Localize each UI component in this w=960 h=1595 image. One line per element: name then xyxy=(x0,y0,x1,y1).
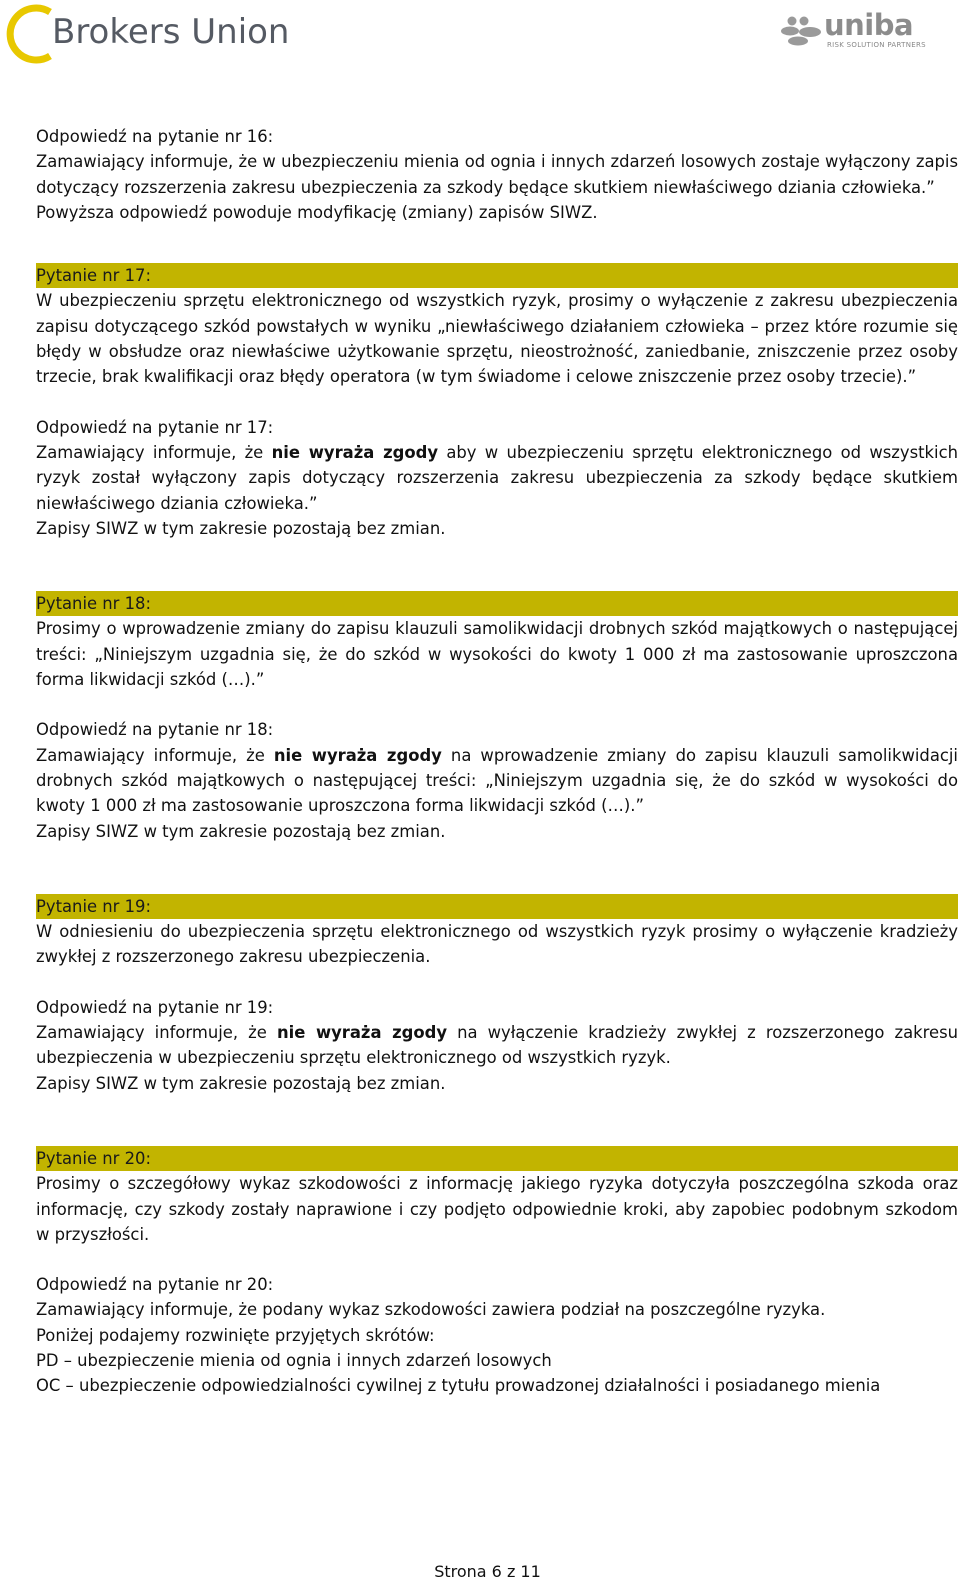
question-19-text: W odniesieniu do ubezpieczenia sprzętu elektronicznego od wszystkich ryzyk prosimy o wyłączenie kradzieży zwykłej z rozszerzonego zakresu ubezpieczenia. xyxy=(36,922,958,967)
uniba-dots-icon xyxy=(780,16,824,46)
question-18-text: Prosimy o wprowadzenie zmiany do zapisu klauzuli samolikwidacji drobnych szkód majątkowych o następującej treści: „Niniejszym uzgadnia się, że do szkód w wysokości do kwoty 1 000 zł ma zastosowanie uproszczona forma likwidacji szkód (…).” xyxy=(36,619,958,690)
answer-18-bold: nie wyraża zgody xyxy=(273,745,442,765)
answer-19-label: Odpowiedź na pytanie nr 19: xyxy=(36,997,274,1017)
answer-16-label: Odpowiedź na pytanie nr 16: xyxy=(36,127,274,146)
answer-17-label: Odpowiedź na pytanie nr 17: xyxy=(36,417,274,437)
question-17-text: W ubezpieczeniu sprzętu elektronicznego od wszystkich ryzyk, prosimy o wyłączenie z zakresu ubezpieczenia zapisu dotyczącego szkód powstałych w wyniku „niewłaściwego działaniem człowieka – przez które rozumie się błędy w obsłudze oraz niewłaściwe użytkowanie sprzętu, nieostrożność, zaniedbanie, zniszczenie przez osoby trzecie, brak kwalifikacji oraz błędy operatora (w tym świadome i celowe zniszczenie przez osoby trzecie).” xyxy=(36,291,958,387)
brokers-union-ring-icon xyxy=(6,4,58,64)
uniba-logo xyxy=(780,8,950,52)
question-20-label: Pytanie nr 20: xyxy=(36,1146,958,1171)
document-body xyxy=(36,124,958,1399)
uniba-logo-text: uniba xyxy=(824,8,914,42)
brokers-union-logo-text: Brokers Union xyxy=(52,12,290,52)
answer-18-text: Zamawiający informuje, że nie wyraża zgody na wprowadzenie zmiany do zapisu klauzuli samolikwidacji drobnych szkód majątkowych o następującej treści: „Niniejszym uzgadnia się, że do szkód w wysokości do kwoty 1 000 zł ma zastosowanie uproszczona forma likwidacji szkód (…).” xyxy=(36,745,958,816)
question-17-label: Pytanie nr 17: xyxy=(36,263,958,288)
answer-20-line-4: OC – ubezpieczenie odpowiedzialności cywilnej z tytułu prowadzonej działalności i posiadanego mienia xyxy=(36,1376,881,1396)
answer-19-text: Zamawiający informuje, że nie wyraża zgody na wyłączenie kradzieży zwykłej z rozszerzonego zakresu ubezpieczenia w ubezpieczeniu sprzętu elektronicznego od wszystkich ryzyk. xyxy=(36,1023,958,1068)
question-20-text: Prosimy o szczegółowy wykaz szkodowości z informację jakiego ryzyka dotyczyła poszczególna szkoda oraz informację, czy szkody zostały naprawione i czy podjęto odpowiednie kroki, aby zapobiec podobnym szkodom w przyszłości. xyxy=(36,1174,958,1244)
answer-20-line-3: PD – ubezpieczenie mienia od ognia i innych zdarzeń losowych xyxy=(36,1350,552,1370)
answer-19-note: Zapisy SIWZ w tym zakresie pozostają bez zmian. xyxy=(36,1073,446,1093)
question-18-label: Pytanie nr 18: xyxy=(36,591,958,616)
answer-20-line-2: Poniżej podajemy rozwinięte przyjętych skrótów: xyxy=(36,1325,435,1345)
answer-16-note: Powyższa odpowiedź powoduje modyfikację (zmiany) zapisów SIWZ. xyxy=(36,202,598,222)
answer-20-label: Odpowiedź na pytanie nr 20: xyxy=(36,1275,274,1295)
page-number: Strona 6 z 11 xyxy=(434,1562,541,1581)
answer-17-bold: nie wyraża zgody xyxy=(271,442,439,462)
answer-17-text: Zamawiający informuje, że nie wyraża zgody aby w ubezpieczeniu sprzętu elektronicznego od wszystkich ryzyk został wyłączony zapis dotyczący rozszerzenia zakresu ubezpieczenia za szkody będące skutkiem niewłaściwego dziania człowieka.” xyxy=(36,442,958,513)
answer-20-line-1: Zamawiający informuje, że podany wykaz szkodowości zawiera podział na poszczególne ryzyka. xyxy=(36,1300,826,1320)
question-19-label: Pytanie nr 19: xyxy=(36,894,958,919)
answer-19-bold: nie wyraża zgody xyxy=(276,1023,448,1043)
page-header xyxy=(0,0,960,70)
answer-18-note: Zapisy SIWZ w tym zakresie pozostają bez zmian. xyxy=(36,821,446,841)
answer-18-label: Odpowiedź na pytanie nr 18: xyxy=(36,720,274,740)
answer-16-text: Zamawiający informuje, że w ubezpieczeniu mienia od ognia i innych zdarzeń losowych zostaje wyłączony zapis dotyczący rozszerzenia zakresu ubezpieczenia za szkody będące skutkiem niewłaściwego dziania człowieka.” xyxy=(36,152,958,197)
answer-17-note: Zapisy SIWZ w tym zakresie pozostają bez zmian. xyxy=(36,518,446,538)
uniba-tagline: RISK SOLUTION PARTNERS xyxy=(827,41,926,49)
brokers-union-logo xyxy=(6,4,290,64)
